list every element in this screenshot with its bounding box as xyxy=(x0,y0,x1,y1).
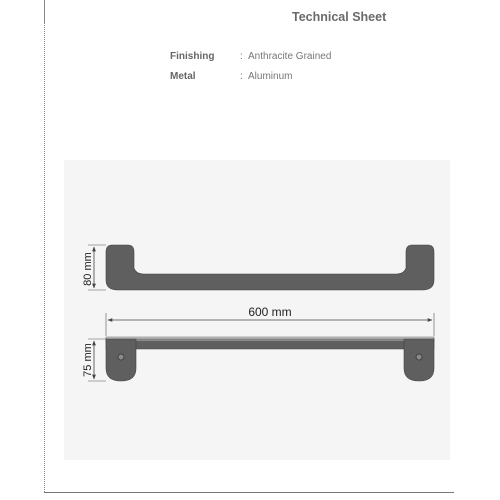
screw-hole xyxy=(416,354,422,360)
screw-hole xyxy=(118,354,124,360)
spec-label-finishing: Finishing xyxy=(170,51,215,62)
spec-colon: : xyxy=(240,71,243,82)
spec-value-metal: Aluminum xyxy=(248,71,293,82)
dimension-height-side xyxy=(82,339,106,381)
page-title: Technical Sheet xyxy=(292,10,387,24)
dimension-label-80mm: 80 mm xyxy=(82,252,94,286)
spec-label-metal: Metal xyxy=(170,71,196,82)
dimension-height-top xyxy=(82,245,106,290)
spec-value-finishing: Anthracite Grained xyxy=(248,51,332,62)
handle-top-view xyxy=(106,245,434,290)
spec-colon: : xyxy=(240,51,243,62)
dimension-length xyxy=(106,305,434,336)
handle-side-view xyxy=(106,337,434,381)
dimension-label-600mm: 600 mm xyxy=(248,305,292,319)
dimension-label-75mm: 75 mm xyxy=(82,343,94,377)
